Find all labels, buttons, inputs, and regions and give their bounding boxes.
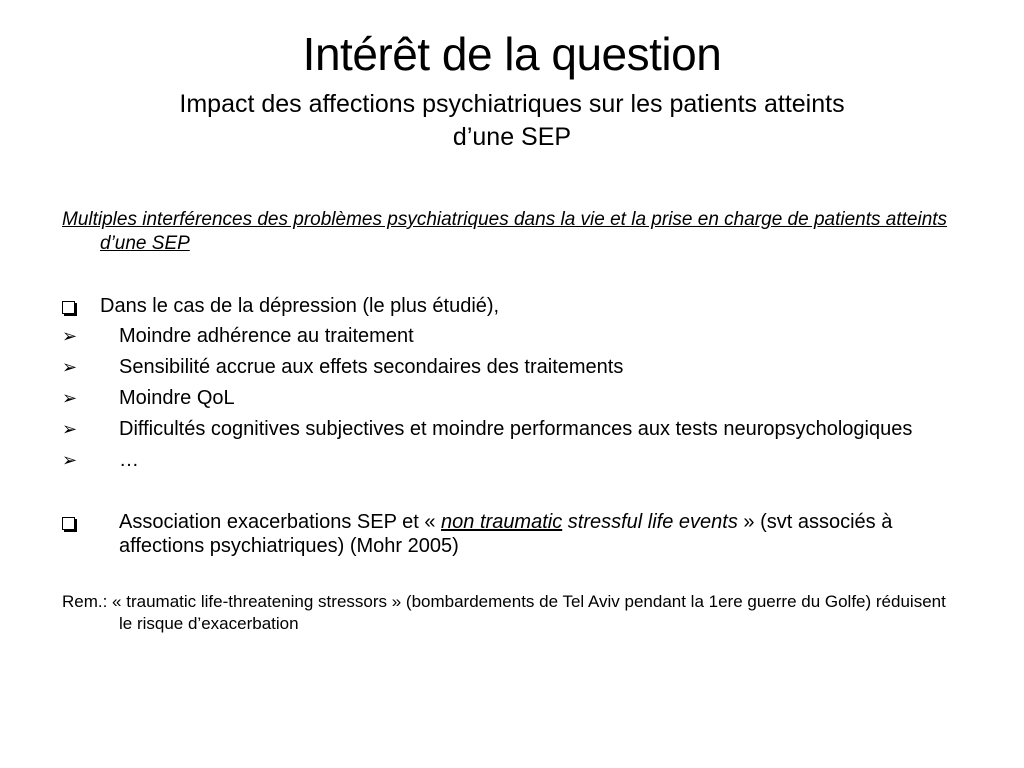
list-item (62, 386, 962, 410)
arrow-bullet-icon: ➢ (62, 388, 78, 408)
depression-heading: Dans le cas de la dépression (le plus étudié), (100, 295, 500, 317)
association-text (119, 511, 892, 557)
slide-body (62, 208, 962, 652)
list-item (62, 324, 962, 348)
arrow-bullet-icon: ➢ (62, 326, 78, 346)
title-block (60, 26, 964, 154)
slide-subtitle (60, 88, 964, 154)
slide-title: Intérêt de la question (302, 28, 722, 80)
association-part-1: Association exacerbations SEP et « (119, 511, 442, 533)
list-item-text: … (119, 449, 139, 471)
list-item (62, 417, 962, 441)
list-item-text: Moindre QoL (119, 387, 235, 409)
list-item-text: Sensibilité accrue aux effets secondaires des traitements (119, 356, 624, 378)
list-item-text: Moindre adhérence au traitement (119, 325, 414, 347)
list-item (62, 448, 962, 472)
arrow-bullet-icon: ➢ (62, 357, 78, 377)
arrow-bullet-icon: ➢ (62, 450, 78, 470)
list-item (62, 355, 962, 379)
remark-text: Rem.: « traumatic life-threatening stressors » (bombardements de Tel Aviv pendant la 1ere guerre du Golfe) réduisent le risque d’exacerbation (62, 592, 946, 633)
association-part-2: non traumatic (441, 511, 563, 533)
association-part-3: stressful life events (562, 511, 738, 533)
association-bullet (62, 510, 962, 558)
checkbox-icon (62, 294, 75, 318)
arrow-bullet-icon: ➢ (62, 419, 78, 439)
intro-text: Multiples interférences des problèmes psychiatriques dans la vie et la prise en charge de patients atteints d’une SEP (62, 209, 948, 254)
subtitle-line-2: d’une SEP (452, 123, 572, 151)
association-part-4: » (svt associés à affections psychiatriques) (Mohr 2005) (119, 511, 893, 557)
depression-heading-bullet (62, 294, 962, 318)
checkbox-icon (62, 510, 75, 534)
list-item-text: Difficultés cognitives subjectives et moindre performances aux tests neuropsychologiques (119, 418, 913, 440)
subtitle-line-1: Impact des affections psychiatriques sur les patients atteints (179, 90, 845, 118)
